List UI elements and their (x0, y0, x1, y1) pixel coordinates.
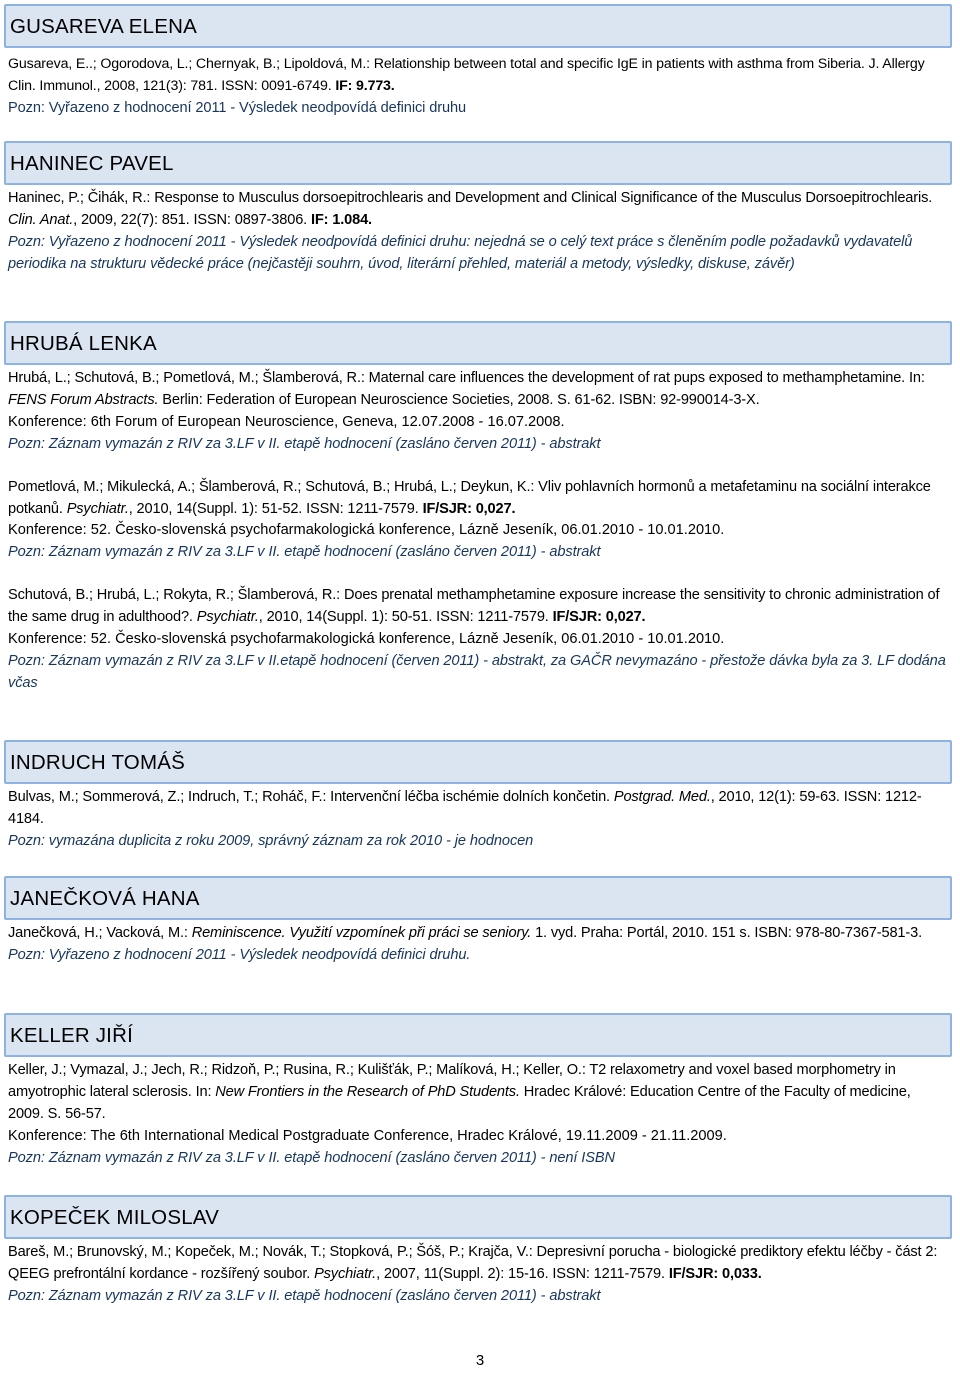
citation-journal: Psychiatr. (314, 1265, 377, 1282)
citation (8, 923, 950, 945)
publication-entry (8, 188, 950, 276)
publication-entry (8, 54, 950, 120)
publication-entry (8, 1242, 950, 1308)
citation-title: Maternal care influences the development of rat pups exposed to methamphetamine. In: (364, 370, 925, 386)
conference-info: Konference: 52. Česko-slovenská psychofarmakologická konference, Lázně Jeseník, 06.01.2010 - 10.01.2010. (8, 631, 725, 648)
conference-info: Konference: 6th Forum of European Neuroscience, Geneva, 12.07.2008 - 16.07.2008. (8, 413, 565, 430)
citation-journal: Reminiscence. Využití vzpomínek při práci se seniory. (191, 925, 532, 941)
author-heading: HANINEC PAVEL (4, 141, 952, 185)
citation-journal: Postgrad. Med. (613, 789, 711, 805)
page-number: 3 (475, 1352, 485, 1369)
section-janeckova (0, 876, 960, 967)
impact-factor: IF: 9.773. (335, 77, 395, 94)
citation (8, 54, 950, 98)
section-gusareva (0, 4, 960, 120)
publication-entry (8, 368, 950, 456)
citation-details: , 2009, 22(7): 851. ISSN: 0897-3806. (73, 211, 311, 228)
section-indruch (0, 740, 960, 853)
author-heading: JANEČKOVÁ HANA (4, 876, 952, 920)
citation-journal: Clin. Anat. (8, 211, 74, 228)
publication-entry (8, 787, 950, 853)
citation-details: , 2010, 14(Suppl. 1): 51-52. ISSN: 1211-7579. (128, 500, 423, 517)
citation-authors: Haninec, P.; Čihák, R.: (8, 190, 151, 206)
section-hruba (0, 321, 960, 695)
impact-factor: IF/SJR: 0,027. (422, 500, 516, 517)
impact-factor: IF/SJR: 0,027. (552, 609, 646, 626)
citation-details: , 2007, 11(Suppl. 2): 15-16. ISSN: 1211-7579. (376, 1265, 669, 1282)
evaluation-note: Pozn: Záznam vymazán z RIV za 3.LF v II.etapě hodnocení (červen 2011) - abstrakt, za GAČR nevymazáno - přestože dávka byla za 3. LF dodána včas (8, 652, 946, 691)
evaluation-note: Pozn: Vyřazeno z hodnocení 2011 - Výsledek neodpovídá definici druhu: nejedná se o celý text práce s členěním podle požadavků vydavatelů periodika na strukturu vědecké práce (nejčastěji souhrn, úvod, literární přehled, materiál a metody, výsledky, diskuse, závěr) (8, 233, 913, 272)
citation-journal: Psychiatr. (196, 609, 259, 626)
citation-authors: Schutová, B.; Hrubá, L.; Rokyta, R.; Šlamberová, R.: (8, 587, 341, 604)
section-keller (0, 1013, 960, 1170)
citation (8, 1060, 950, 1126)
citation (8, 1242, 950, 1286)
conference-info: Konference: The 6th International Medical Postgraduate Conference, Hradec Králové, 19.11.2009 - 21.11.2009. (8, 1127, 727, 1144)
evaluation-note: Pozn: Vyřazeno z hodnocení 2011 - Výsledek neodpovídá definici druhu. (8, 946, 471, 963)
citation-authors: Pometlová, M.; Mikulecká, A.; Šlamberová, R.; Schutová, B.; Hrubá, L.; Deykun, K.: (8, 478, 535, 495)
citation-authors: Bulvas, M.; Sommerová, Z.; Indruch, T.; Roháč, F.: (8, 789, 327, 805)
citation (8, 477, 950, 521)
impact-factor: IF: 1.084. (310, 211, 372, 228)
author-heading: KOPEČEK MILOSLAV (4, 1195, 952, 1239)
conference-info: Konference: 52. Česko-slovenská psychofarmakologická konference, Lázně Jeseník, 06.01.2010 - 10.01.2010. (8, 522, 725, 539)
citation-authors: Hrubá, L.; Schutová, B.; Pometlová, M.; Šlamberová, R.: (8, 370, 365, 386)
citation-details: , 2010, 12(1): 59-63. ISSN: 1212-4184. (8, 789, 922, 827)
evaluation-note: Pozn: Záznam vymazán z RIV za 3.LF v II. etapě hodnocení (zasláno červen 2011) - abstrakt (8, 1287, 601, 1304)
publication-entry (8, 585, 950, 695)
author-heading: INDRUCH TOMÁŠ (4, 740, 952, 784)
evaluation-note: Pozn: vymazána duplicita z roku 2009, správný záznam za rok 2010 - je hodnocen (8, 832, 534, 849)
evaluation-note: Pozn: Záznam vymazán z RIV za 3.LF v II. etapě hodnocení (zasláno červen 2011) - není ISBN (8, 1149, 615, 1166)
section-haninec (0, 141, 960, 276)
citation-details: , 2010, 14(Suppl. 1): 50-51. ISSN: 1211-7579. (258, 609, 553, 626)
citation-title: Response to Musculus dorsoepitrochlearis and Development and Clinical Significance of the Musculus Dorsoepitrochlearis. (150, 190, 933, 206)
author-heading: GUSAREVA ELENA (4, 4, 952, 48)
citation-journal: FENS Forum Abstracts. (8, 391, 159, 408)
author-heading: KELLER JIŘÍ (4, 1013, 952, 1057)
citation-details: Berlin: Federation of European Neuroscience Societies, 2008. S. 61-62. ISBN: 92-990014-3-X. (158, 391, 760, 408)
citation-title: Relationship between total and specific IgE in patients with asthma from Siberia. J. Allergy Clin. Immunol., 2008, 121(3): 781. ISSN: 0091-6749. (8, 56, 925, 94)
citation-title: T2 relaxometry and voxel based morphometry in amyotrophic lateral sclerosis. In: (8, 1062, 896, 1100)
citation-authors: Bareš, M.; Brunovský, M.; Kopeček, M.; Novák, T.; Stopková, P.; Šóš, P.; Krajča, V.: (8, 1244, 533, 1260)
citation-journal: New Frontiers in the Research of PhD Students. (215, 1083, 520, 1100)
citation-authors: Gusareva, E..; Ogorodova, L.; Chernyak, B.; Lipoldová, M.: (8, 56, 370, 72)
evaluation-note: Pozn: Záznam vymazán z RIV za 3.LF v II. etapě hodnocení (zasláno červen 2011) - abstrakt (8, 544, 601, 561)
citation-details: 1. vyd. Praha: Portál, 2010. 151 s. ISBN: 978-80-7367-581-3. (531, 925, 922, 941)
citation-title: Depresivní porucha - biologické prediktory efektu léčby - část 2: QEEG prefrontální kordance - rozšířený soubor. (8, 1244, 938, 1282)
citation-journal: Psychiatr. (66, 500, 129, 517)
citation-title: Intervenční léčba ischémie dolních končetin. (326, 789, 614, 805)
section-kopecek (0, 1195, 960, 1308)
citation-details: Hradec Králové: Education Centre of the Faculty of medicine, 2009. S. 56-57. (8, 1083, 911, 1122)
citation (8, 188, 950, 232)
citation-authors: Keller, J.; Vymazal, J.; Jech, R.; Ridzoň, P.; Rusina, R.; Kulišťák, P.; Malíková, H.; Keller, O.: (8, 1062, 586, 1078)
evaluation-note: Pozn: Vyřazeno z hodnocení 2011 - Výsledek neodpovídá definici druhu (8, 99, 467, 116)
citation-title: Does prenatal methamphetamine exposure increase the sensitivity to chronic administration of the same drug in adulthood?. (8, 587, 940, 626)
author-heading: HRUBÁ LENKA (4, 321, 952, 365)
citation (8, 585, 950, 629)
citation-title: Vliv pohlavních hormonů a metafetaminu na sociální interakce potkanů. (8, 478, 931, 517)
publication-entry (8, 477, 950, 565)
citation (8, 787, 950, 831)
evaluation-note: Pozn: Záznam vymazán z RIV za 3.LF v II. etapě hodnocení (zasláno červen 2011) - abstrakt (8, 435, 601, 452)
impact-factor: IF/SJR: 0,033. (668, 1265, 762, 1282)
citation (8, 368, 950, 412)
publication-entry (8, 923, 950, 967)
citation-authors: Janečková, H.; Vacková, M.: (8, 925, 188, 941)
publication-entry (8, 1060, 950, 1170)
